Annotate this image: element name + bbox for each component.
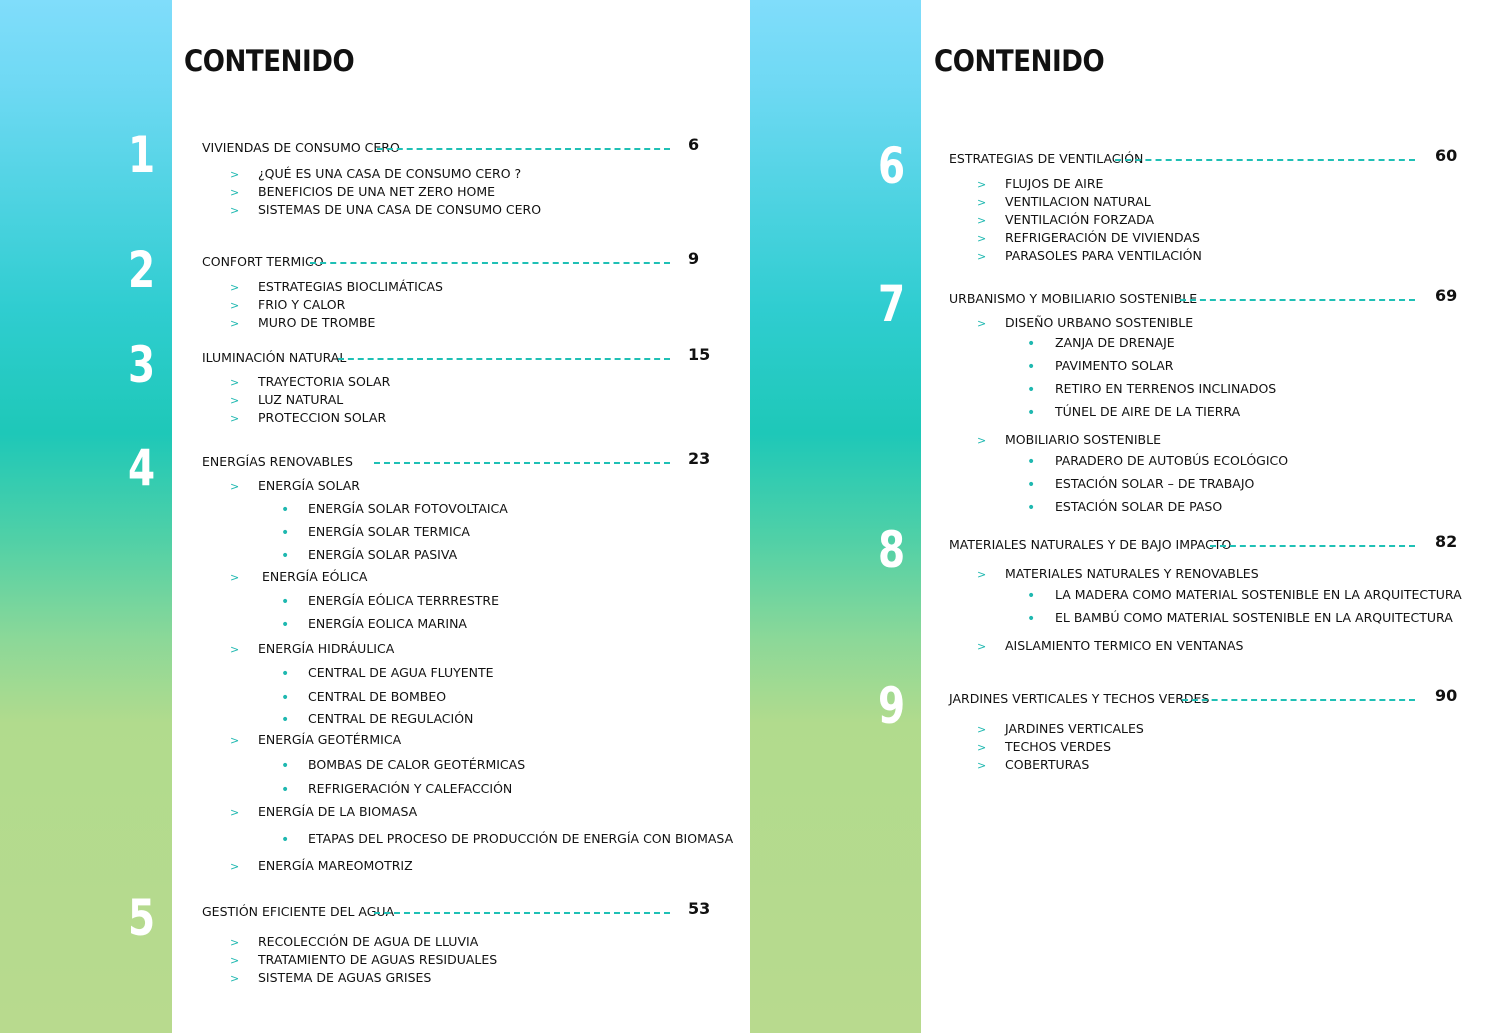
chevron-right-icon: >: [230, 317, 240, 330]
toc-group[interactable]: ENERGÍA HIDRÁULICA: [258, 641, 395, 656]
page-number: 60: [1435, 146, 1458, 165]
chapter-number: 8: [878, 521, 906, 579]
toc-item[interactable]: SISTEMAS DE UNA CASA DE CONSUMO CERO: [258, 202, 542, 217]
toc-item[interactable]: REFRIGERACIÓN DE VIVIENDAS: [1005, 230, 1200, 245]
chevron-right-icon: >: [977, 178, 987, 191]
chapter-title: JARDINES VERTICALES Y TECHOS VERDES: [949, 691, 1210, 706]
chapter-title: CONFORT TERMICO: [202, 254, 324, 269]
page-title: CONTENIDO: [934, 44, 1105, 78]
leader-line: [377, 148, 670, 150]
chevron-right-icon: >: [230, 571, 240, 584]
chapter-title: ENERGÍAS RENOVABLES: [202, 454, 353, 469]
leader-line: [374, 462, 670, 464]
leader-line: [374, 912, 670, 914]
chevron-right-icon: >: [230, 972, 240, 985]
toc-subitem[interactable]: ENERGÍA EOLICA MARINA: [308, 616, 467, 631]
toc-item[interactable]: TRATAMIENTO DE AGUAS RESIDUALES: [258, 952, 498, 967]
chapter-title: URBANISMO Y MOBILIARIO SOSTENIBLE: [949, 291, 1198, 306]
chevron-right-icon: >: [977, 250, 987, 263]
chevron-right-icon: >: [230, 936, 240, 949]
page-number: 53: [688, 899, 711, 918]
toc-subitem[interactable]: EL BAMBÚ COMO MATERIAL SOSTENIBLE EN LA ARQUITECTURA: [1055, 610, 1453, 625]
bullet-icon: •: [281, 782, 290, 798]
chevron-right-icon: >: [977, 723, 987, 736]
bullet-icon: •: [281, 712, 290, 728]
toc-item[interactable]: RECOLECCIÓN DE AGUA DE LLUVIA: [258, 934, 479, 949]
leader-line: [1182, 699, 1415, 701]
toc-item[interactable]: VENTILACIÓN FORZADA: [1005, 212, 1155, 227]
toc-subitem[interactable]: ENERGÍA EÓLICA TERRRESTRE: [308, 593, 500, 608]
toc-subitem[interactable]: CENTRAL DE REGULACIÓN: [308, 711, 474, 726]
chevron-right-icon: >: [230, 394, 240, 407]
chevron-right-icon: >: [230, 299, 240, 312]
right-page: [750, 0, 1500, 1033]
chevron-right-icon: >: [977, 568, 987, 581]
chevron-right-icon: >: [230, 376, 240, 389]
bullet-icon: •: [281, 548, 290, 564]
bullet-icon: •: [281, 832, 290, 848]
toc-subitem[interactable]: PARADERO DE AUTOBÚS ECOLÓGICO: [1055, 453, 1289, 468]
chevron-right-icon: >: [977, 759, 987, 772]
bullet-icon: •: [1027, 500, 1036, 516]
chapter-number: 5: [128, 889, 156, 947]
chevron-right-icon: >: [977, 214, 987, 227]
page-number: 6: [688, 135, 700, 154]
toc-subitem[interactable]: LA MADERA COMO MATERIAL SOSTENIBLE EN LA ARQUITECTURA: [1055, 587, 1462, 602]
toc-subitem[interactable]: ZANJA DE DRENAJE: [1055, 335, 1175, 350]
toc-group[interactable]: ENERGÍA GEOTÉRMICA: [258, 732, 402, 747]
toc-group[interactable]: AISLAMIENTO TERMICO EN VENTANAS: [1005, 638, 1244, 653]
bullet-icon: •: [281, 525, 290, 541]
leader-line: [310, 262, 670, 264]
leader-line: [1115, 159, 1415, 161]
chevron-right-icon: >: [977, 317, 987, 330]
chevron-right-icon: >: [230, 954, 240, 967]
chevron-right-icon: >: [977, 741, 987, 754]
bullet-icon: •: [1027, 588, 1036, 604]
chevron-right-icon: >: [977, 434, 987, 447]
chapter-number: 3: [128, 336, 156, 394]
toc-item[interactable]: SISTEMA DE AGUAS GRISES: [258, 970, 432, 985]
bullet-icon: •: [281, 690, 290, 706]
toc-group[interactable]: ENERGÍA DE LA BIOMASA: [258, 804, 418, 819]
toc-item[interactable]: COBERTURAS: [1005, 757, 1090, 772]
toc-item[interactable]: PARASOLES PARA VENTILACIÓN: [1005, 248, 1202, 263]
toc-group[interactable]: MOBILIARIO SOSTENIBLE: [1005, 432, 1161, 447]
toc-subitem[interactable]: TÚNEL DE AIRE DE LA TIERRA: [1055, 404, 1241, 419]
toc-subitem[interactable]: REFRIGERACIÓN Y CALEFACCIÓN: [308, 781, 513, 796]
toc-subitem[interactable]: ESTACIÓN SOLAR DE PASO: [1055, 499, 1223, 514]
chapter-number: 1: [128, 126, 156, 184]
toc-item[interactable]: LUZ NATURAL: [258, 392, 344, 407]
bullet-icon: •: [1027, 336, 1036, 352]
page-title: CONTENIDO: [184, 44, 355, 78]
chevron-right-icon: >: [230, 806, 240, 819]
chevron-right-icon: >: [230, 643, 240, 656]
chevron-right-icon: >: [230, 281, 240, 294]
toc-item[interactable]: FLUJOS DE AIRE: [1005, 176, 1104, 191]
bullet-icon: •: [1027, 359, 1036, 375]
toc-subitem[interactable]: ENERGÍA SOLAR TERMICA: [308, 524, 470, 539]
toc-item[interactable]: VENTILACION NATURAL: [1005, 194, 1151, 209]
chapter-number: 2: [128, 241, 156, 299]
chevron-right-icon: >: [977, 640, 987, 653]
bullet-icon: •: [1027, 454, 1036, 470]
toc-subitem[interactable]: PAVIMENTO SOLAR: [1055, 358, 1174, 373]
chevron-right-icon: >: [230, 168, 240, 181]
bullet-icon: •: [1027, 382, 1036, 398]
toc-subitem[interactable]: RETIRO EN TERRENOS INCLINADOS: [1055, 381, 1277, 396]
toc-subitem[interactable]: CENTRAL DE AGUA FLUYENTE: [308, 665, 494, 680]
toc-item[interactable]: TRAYECTORIA SOLAR: [258, 374, 391, 389]
toc-item[interactable]: BENEFICIOS DE UNA NET ZERO HOME: [258, 184, 496, 199]
toc-group[interactable]: MATERIALES NATURALES Y RENOVABLES: [1005, 566, 1259, 581]
leader-line: [1180, 299, 1415, 301]
page-number: 15: [688, 345, 711, 364]
toc-item[interactable]: PROTECCION SOLAR: [258, 410, 387, 425]
toc-subitem[interactable]: BOMBAS DE CALOR GEOTÉRMICAS: [308, 757, 526, 772]
toc-group[interactable]: ENERGÍA MAREOMOTRIZ: [258, 858, 413, 873]
toc-item[interactable]: FRIO Y CALOR: [258, 297, 346, 312]
chevron-right-icon: >: [230, 480, 240, 493]
chevron-right-icon: >: [230, 412, 240, 425]
bullet-icon: •: [281, 617, 290, 633]
toc-group[interactable]: ENERGÍA EÓLICA: [262, 569, 368, 584]
page-number: 69: [1435, 286, 1458, 305]
chapter-title: ILUMINACIÓN NATURAL: [202, 350, 347, 365]
chapter-title: MATERIALES NATURALES Y DE BAJO IMPACTO: [949, 537, 1232, 552]
leader-line: [338, 358, 670, 360]
chapter-title: ESTRATEGIAS DE VENTILACIÓN: [949, 151, 1144, 166]
toc-group[interactable]: ENERGÍA SOLAR: [258, 478, 360, 493]
toc-item[interactable]: TECHOS VERDES: [1005, 739, 1111, 754]
toc-subitem[interactable]: ESTACIÓN SOLAR – DE TRABAJO: [1055, 476, 1255, 491]
chapter-title: VIVIENDAS DE CONSUMO CERO: [202, 140, 400, 155]
chevron-right-icon: >: [230, 186, 240, 199]
chevron-right-icon: >: [230, 734, 240, 747]
chevron-right-icon: >: [230, 860, 240, 873]
chevron-right-icon: >: [230, 204, 240, 217]
toc-item[interactable]: MURO DE TROMBE: [258, 315, 376, 330]
page-number: 82: [1435, 532, 1458, 551]
bullet-icon: •: [281, 502, 290, 518]
toc-item[interactable]: ESTRATEGIAS BIOCLIMÁTICAS: [258, 279, 443, 294]
toc-subitem[interactable]: ENERGÍA SOLAR FOTOVOLTAICA: [308, 501, 508, 516]
chapter-title: GESTIÓN EFICIENTE DEL AGUA: [202, 904, 395, 919]
chapter-number: 9: [878, 677, 906, 735]
bullet-icon: •: [281, 594, 290, 610]
bullet-icon: •: [281, 666, 290, 682]
chapter-number: 6: [878, 137, 906, 195]
chevron-right-icon: >: [977, 232, 987, 245]
toc-subitem[interactable]: ENERGÍA SOLAR PASIVA: [308, 547, 458, 562]
leader-line: [1210, 545, 1415, 547]
toc-item[interactable]: ¿QUÉ ES UNA CASA DE CONSUMO CERO ?: [258, 166, 522, 181]
bullet-icon: •: [281, 758, 290, 774]
toc-subitem[interactable]: CENTRAL DE BOMBEO: [308, 689, 447, 704]
chevron-right-icon: >: [977, 196, 987, 209]
chapter-number: 4: [128, 439, 156, 497]
page-number: 9: [688, 249, 700, 268]
toc-item[interactable]: JARDINES VERTICALES: [1005, 721, 1144, 736]
page-number: 90: [1435, 686, 1458, 705]
page-number: 23: [688, 449, 711, 468]
bullet-icon: •: [1027, 611, 1036, 627]
chapter-number: 7: [878, 275, 906, 333]
toc-subitem[interactable]: ETAPAS DEL PROCESO DE PRODUCCIÓN DE ENERGÍA CON BIOMASA: [308, 831, 734, 846]
bullet-icon: •: [1027, 405, 1036, 421]
toc-group[interactable]: DISEÑO URBANO SOSTENIBLE: [1005, 315, 1194, 330]
bullet-icon: •: [1027, 477, 1036, 493]
